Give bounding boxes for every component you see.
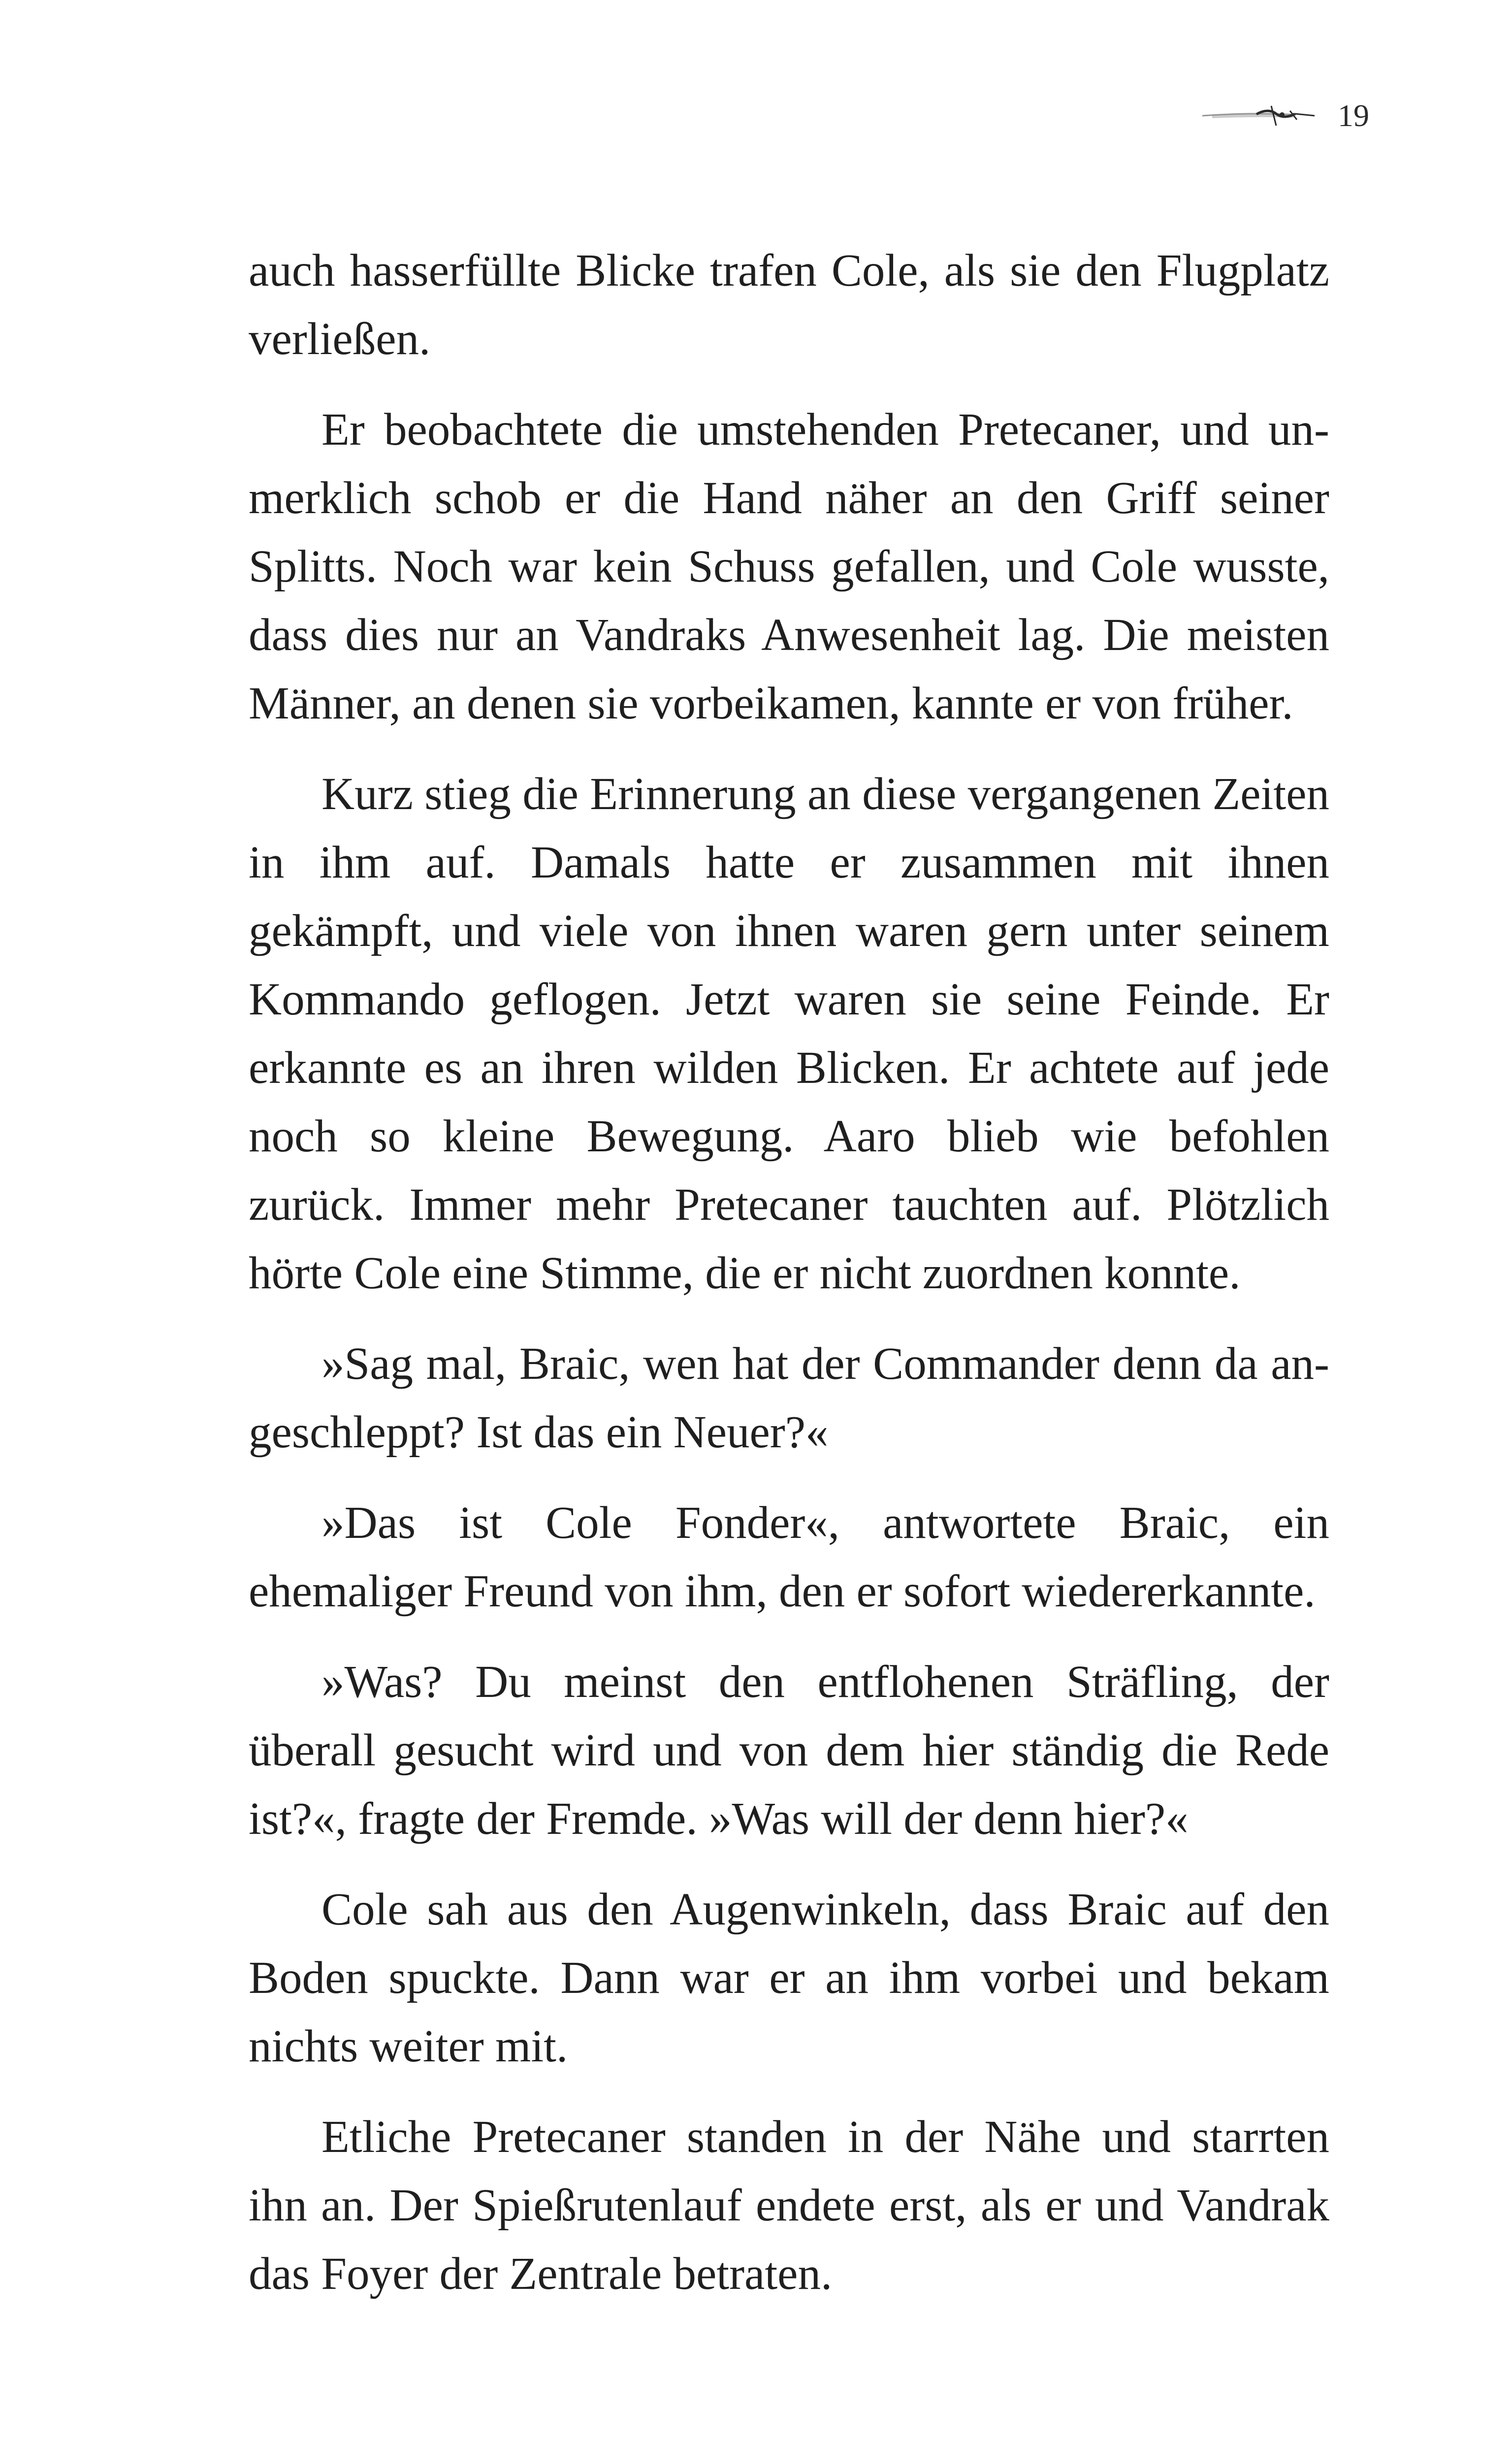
paragraph: »Sag mal, Braic, wen hat der Commander denn da angeschleppt? Ist das ein Neuer?« [249, 1338, 1329, 1458]
paragraph: Cole sah aus den Augenwinkeln, dass Braic auf den Boden spuckte. Dann war er an ihm vorbei und bekam nichts weiter mit. [249, 1884, 1329, 2072]
body-text [249, 236, 1329, 2330]
page-number: 19 [1338, 98, 1369, 133]
paragraph: »Das ist Cole Fonder«, antwortete Braic, ein ehemaliger Freund von ihm, den er sofort wiedererkannte. [249, 1498, 1329, 1617]
paragraph: auch hasserfüllte Blicke trafen Cole, als sie den Flugplatz verließen. [249, 245, 1329, 364]
paragraph: Kurz stieg die Erinnerung an diese vergangenen Zeiten in ihm auf. Damals hatte er zusammen mit ihnen gekämpft, und viele von ihnen waren gern unter seinem Kommando geflogen. Jetzt waren sie seine Feinde. Er erkannte es an ihren wilden Blicken. Er achtete auf jede noch so kleine Bewegung. Aaro blieb wie befohlen zurück. Immer mehr Pretecaner tauchten auf. Plötzlich hörte Cole eine Stimme, die er nicht zuordnen konnte. [249, 769, 1329, 1299]
quill-flourish-icon [1202, 101, 1316, 130]
paragraph: Etliche Pretecaner standen in der Nähe und starrten ihn an. Der Spießrutenlauf endete erst, als er und Vandrak das Foyer der Zentrale betraten. [249, 2112, 1329, 2299]
paragraph: Er beobachtete die umstehenden Pretecaner, und unmerklich schob er die Hand näher an den Griff seiner Splitts. Noch war kein Schuss gefallen, und Cole wusste, dass dies nur an Vandraks Anwesenheit lag. Die meisten Männer, an denen sie vorbeikamen, kannte er von früher. [249, 404, 1329, 729]
paragraph: »Was? Du meinst den entflohenen Sträfling, der überall gesucht wird und von dem hier ständig die Rede ist?«, fragte der Fremde. »Was will der denn hier?« [249, 1657, 1329, 1844]
page-header [1202, 94, 1369, 138]
